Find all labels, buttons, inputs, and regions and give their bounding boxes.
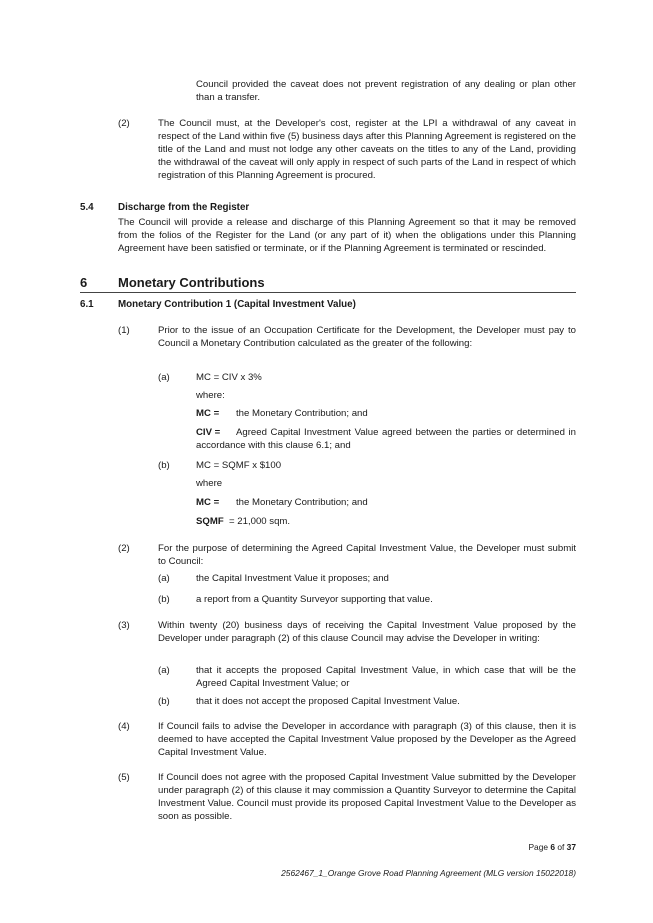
- subpara-num-6-1-2-b: (b): [158, 594, 170, 605]
- subpara-6-1-2-a-text: the Capital Investment Value it proposes; and: [196, 573, 389, 584]
- mc-def-b: the Monetary Contribution; and: [236, 497, 368, 508]
- subpara-6-1-2-b-text: a report from a Quantity Surveyor supporting that value.: [196, 594, 433, 605]
- para-num-5-3-2: (2): [118, 118, 130, 129]
- where-a: where:: [196, 390, 225, 401]
- clause-6-1-title: Monetary Contribution 1 (Capital Investment Value): [118, 299, 356, 310]
- para-6-1-5-text: If Council does not agree with the proposed Capital Investment Value submitted by the Developer under paragraph (2) of this clause it may commission a Quantity Surveyor to determine the Capital Investment Value. Council must provide its proposed Capital Investment Value to the Developer as soon as possible.: [158, 772, 576, 822]
- sqmf-def: = 21,000 sqm.: [229, 516, 291, 527]
- clause-5-4-number: 5.4: [80, 202, 94, 213]
- subpara-num-6-1-3-a: (a): [158, 665, 170, 676]
- clause-5-4-text: The Council will provide a release and discharge of this Planning Agreement so that it may be removed from the folios of the Register for the Land (or any part of it) when the obligations under this Planning Agreement have been satisfied or terminate, or if the Planning Agreement is terminated or rescinded.: [118, 217, 576, 254]
- para-6-1-4-text: If Council fails to advise the Developer in accordance with paragraph (3) of this clause, then it is deemed to have accepted the Capital Investment Value proposed by the Developer as the Agreed Capital Investment Value.: [158, 721, 576, 758]
- page-of: of: [555, 842, 567, 852]
- mc-def-a: the Monetary Contribution; and: [236, 408, 368, 419]
- para-num-6-1-2: (2): [118, 543, 130, 554]
- page-prefix: Page: [528, 842, 551, 852]
- section-6-rule: [80, 292, 576, 293]
- civ-term: CIV =: [196, 427, 221, 438]
- para-6-1-3-text: Within twenty (20) business days of receiving the Capital Investment Value proposed by the Developer under paragraph (2) of this clause Council may advise the Developer in writing:: [158, 620, 576, 644]
- subpara-6-1-3-a-text: that it accepts the proposed Capital Investment Value, in which case that will be the Agreed Capital Investment Value; or: [196, 665, 576, 689]
- subpara-num-6-1-3-b: (b): [158, 696, 170, 707]
- para-6-1-1-text: Prior to the issue of an Occupation Certificate for the Development, the Developer must pay to Council a Monetary Contribution calculated as the greater of the following:: [158, 325, 576, 349]
- civ-def: Agreed Capital Investment Value agreed between the parties or determined in accordance with this clause 6.1; and: [196, 427, 576, 451]
- para-num-6-1-3: (3): [118, 620, 130, 631]
- para-num-6-1-1: (1): [118, 325, 130, 336]
- top-continuation-text: Council provided the caveat does not prevent registration of any dealing or plan other than a transfer.: [196, 79, 576, 103]
- para-num-6-1-5: (5): [118, 772, 130, 783]
- page-number: [528, 842, 576, 852]
- subpara-num-6-1-1-b: (b): [158, 460, 170, 471]
- document-reference: 2562467_1_Orange Grove Road Planning Agreement (MLG version 15022018): [281, 868, 576, 878]
- where-b: where: [196, 478, 223, 489]
- subpara-num-6-1-2-a: (a): [158, 573, 170, 584]
- subpara-6-1-3-b-text: that it does not accept the proposed Capital Investment Value.: [196, 696, 460, 707]
- sqmf-term: SQMF: [196, 516, 224, 527]
- para-6-1-2-text: For the purpose of determining the Agreed Capital Investment Value, the Developer must submit to Council:: [158, 543, 576, 567]
- para-num-6-1-4: (4): [118, 721, 130, 732]
- para-5-3-2-text: The Council must, at the Developer's cost, register at the LPI a withdrawal of any caveat in respect of the Land within five (5) business days after this Planning Agreement is registered on the title of the Land and must not lodge any other caveats on the titles to any of the Land, providing the withdrawal of the caveat will only apply in respect of such parts of the Land in respect of which registration of this Planning Agreement is procured.: [158, 118, 576, 181]
- section-6-title: Monetary Contributions: [118, 275, 265, 290]
- page-total: 37: [566, 842, 576, 852]
- formula-a: MC = CIV x 3%: [196, 372, 262, 383]
- section-6-number: 6: [80, 275, 88, 290]
- mc-term-b: MC =: [196, 497, 220, 508]
- mc-term-a: MC =: [196, 408, 220, 419]
- subpara-num-6-1-1-a: (a): [158, 372, 170, 383]
- clause-6-1-number: 6.1: [80, 299, 94, 310]
- clause-5-4-title: Discharge from the Register: [118, 202, 250, 213]
- formula-b: MC = SQMF x $100: [196, 460, 282, 471]
- page-num: 6: [550, 842, 556, 852]
